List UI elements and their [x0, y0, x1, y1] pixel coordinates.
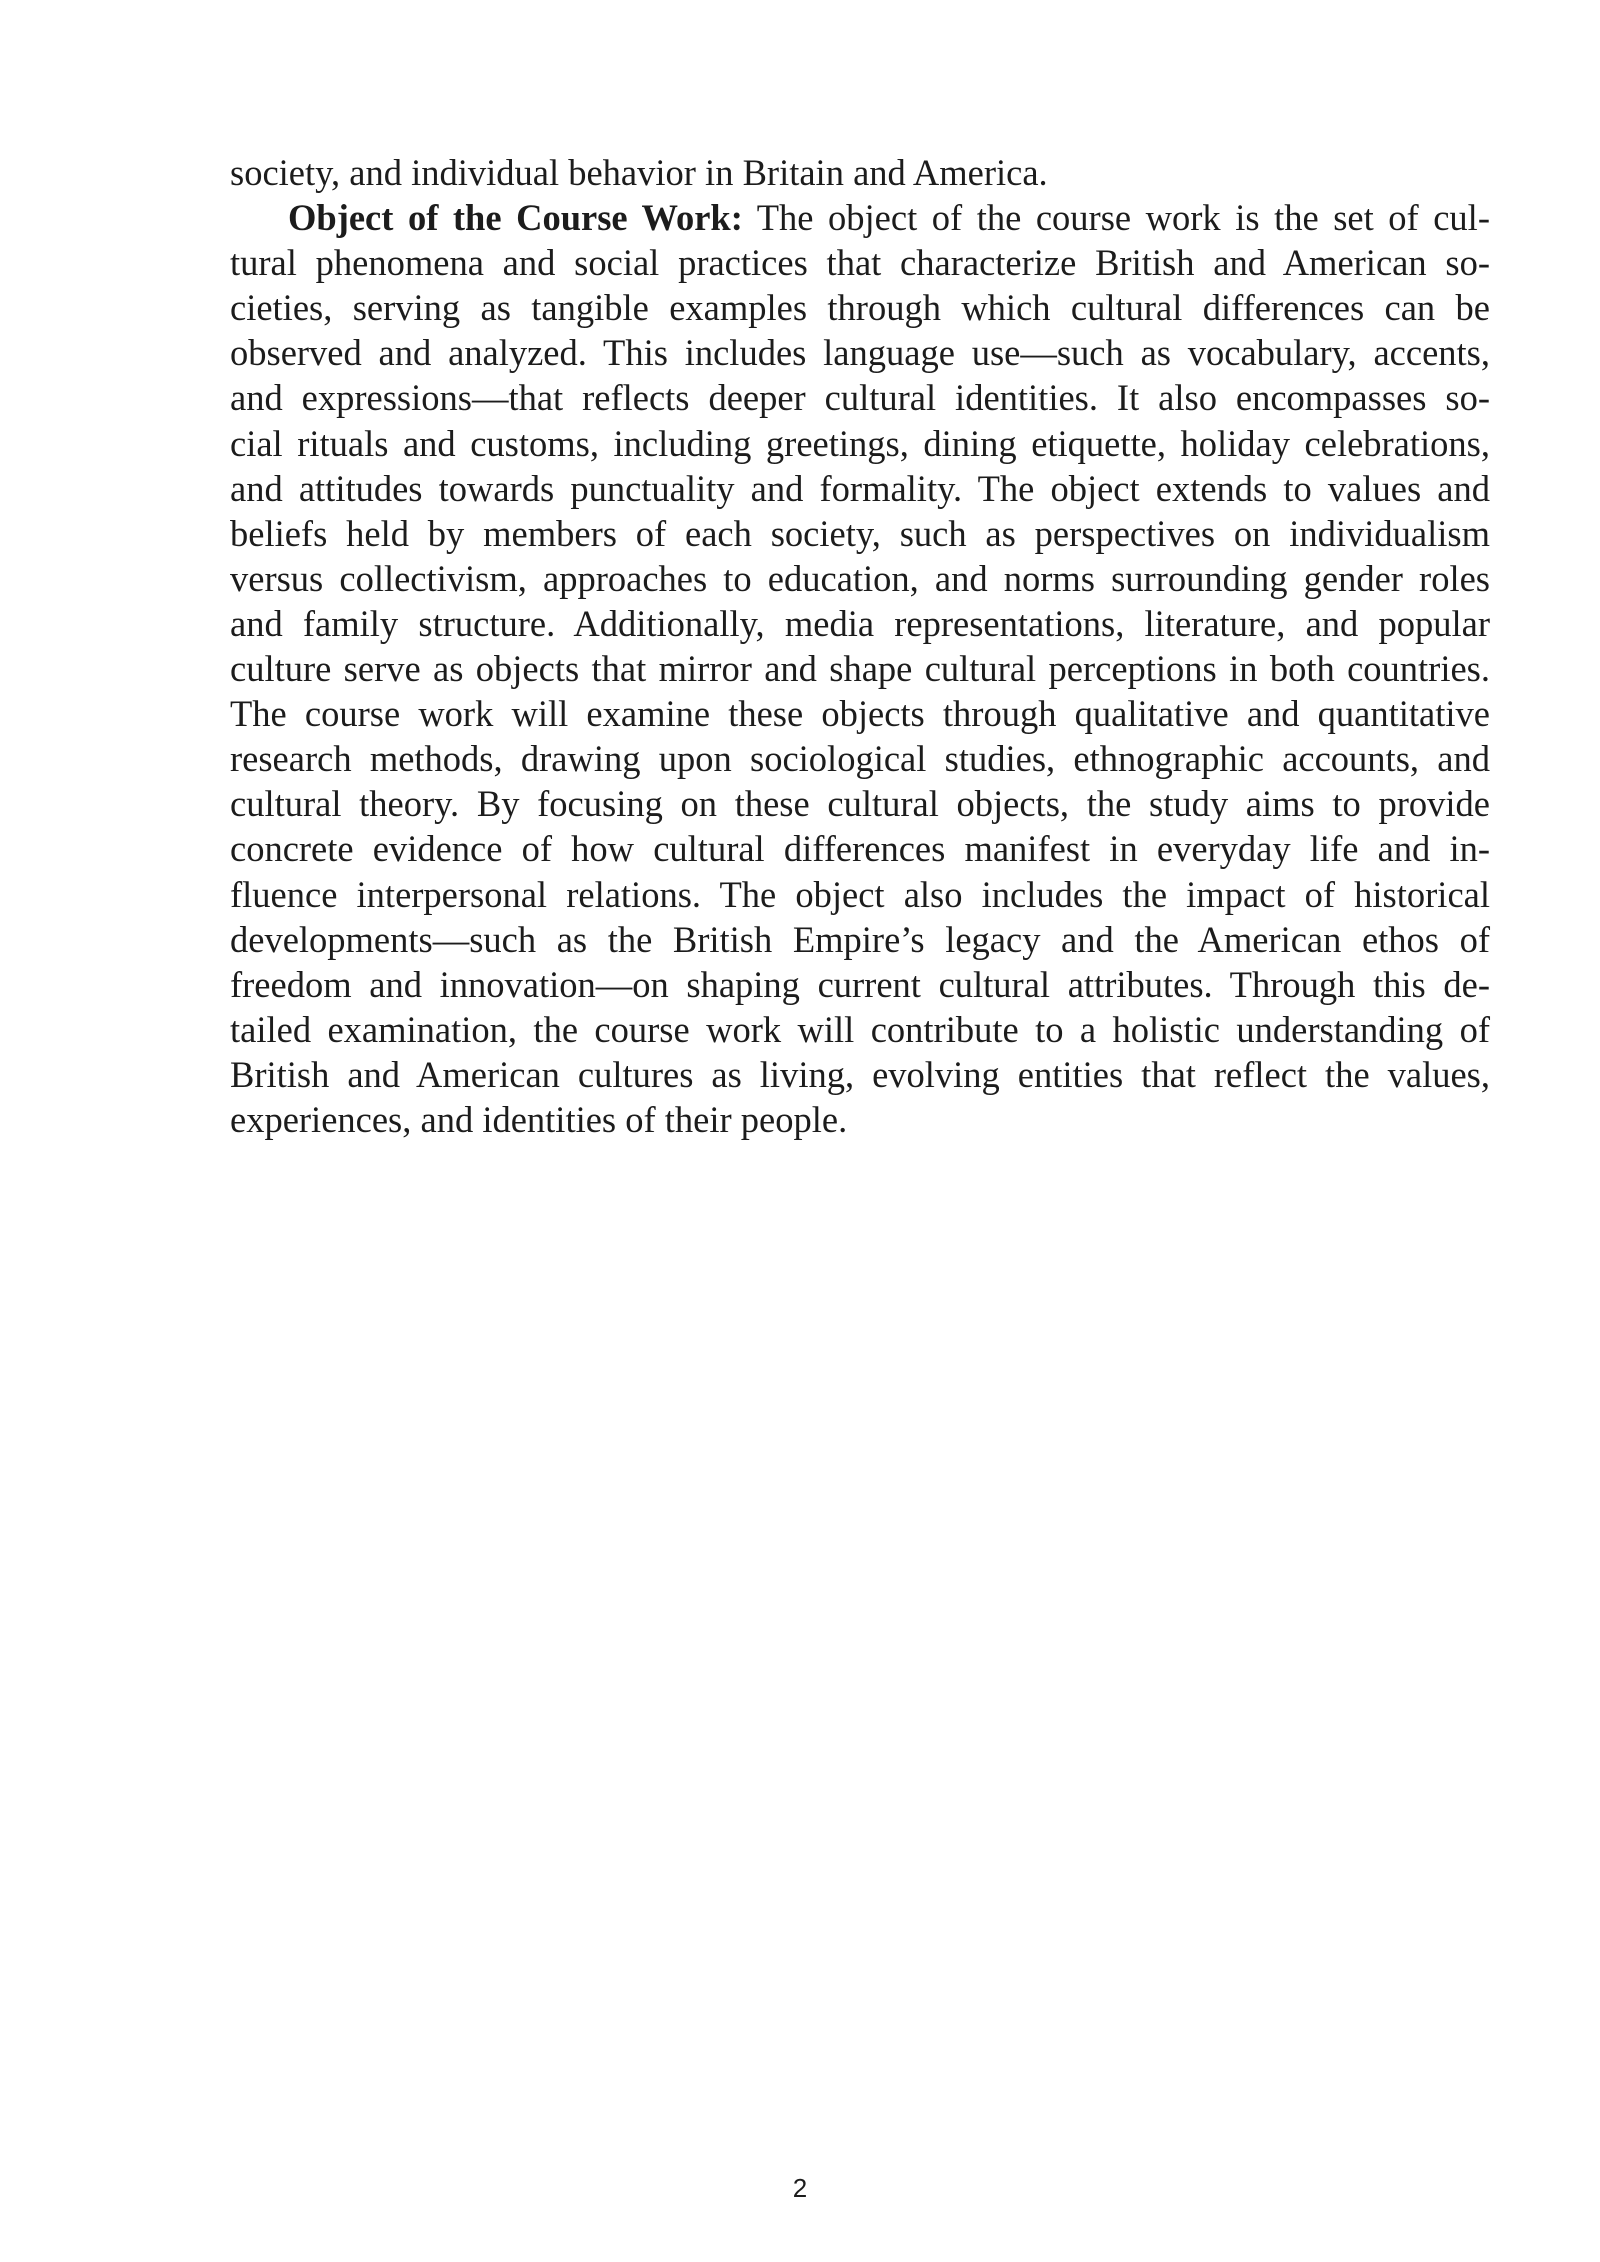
continuation-line: society, and individual behavior in Britain and America. [230, 152, 1048, 193]
paragraph-line: cieties, serving as tangible examples through which cultural differences can be [230, 287, 1490, 329]
paragraph-line: concrete evidence of how cultural differences manifest in everyday life and in- [230, 828, 1490, 870]
paragraph-line [230, 195, 1490, 240]
paragraph-last-line: experiences, and identities of their people. [230, 1098, 848, 1140]
paragraph-line: beliefs held by members of each society, such as perspectives on individualism [230, 512, 1490, 554]
paragraph-line: tural phenomena and social practices that characterize British and American so- [230, 242, 1490, 284]
paragraph-line: and attitudes towards punctuality and formality. The object extends to values and [230, 467, 1490, 509]
paragraph-line: developments—such as the British Empire’s legacy and the American ethos of [230, 918, 1490, 960]
paragraph-line: and family structure. Additionally, media representations, literature, and popular [230, 602, 1490, 644]
paragraph-line: The course work will examine these objects through qualitative and quantitative [230, 693, 1490, 735]
section-heading: Object of the Course Work: [288, 197, 743, 239]
page-number: 2 [792, 2173, 808, 2203]
body-text [230, 150, 1490, 1142]
paragraph-line: freedom and innovation—on shaping current cultural attributes. Through this de- [230, 963, 1490, 1005]
paragraph-line: versus collectivism, approaches to education, and norms surrounding gender roles [230, 557, 1490, 599]
paragraph-line: research methods, drawing upon sociological studies, ethnographic accounts, and [230, 738, 1490, 780]
paragraph-line: fluence interpersonal relations. The object also includes the impact of historical [230, 873, 1490, 915]
paragraph-line: tailed examination, the course work will contribute to a holistic understanding of [230, 1008, 1490, 1050]
paragraph-line: cial rituals and customs, including greetings, dining etiquette, holiday celebrations, [230, 422, 1490, 464]
paragraph-line: British and American cultures as living, evolving entities that reflect the values, [230, 1053, 1490, 1095]
paragraph-line: cultural theory. By focusing on these cultural objects, the study aims to provide [230, 783, 1490, 825]
paragraph-line-text: The object of the course work is the set of cul- [742, 197, 1490, 239]
paragraph-line: and expressions—that reflects deeper cultural identities. It also encompasses so- [230, 377, 1490, 419]
paragraph-line: observed and analyzed. This includes language use—such as vocabulary, accents, [230, 332, 1490, 374]
paragraph-line: culture serve as objects that mirror and shape cultural perceptions in both countries. [230, 648, 1490, 690]
